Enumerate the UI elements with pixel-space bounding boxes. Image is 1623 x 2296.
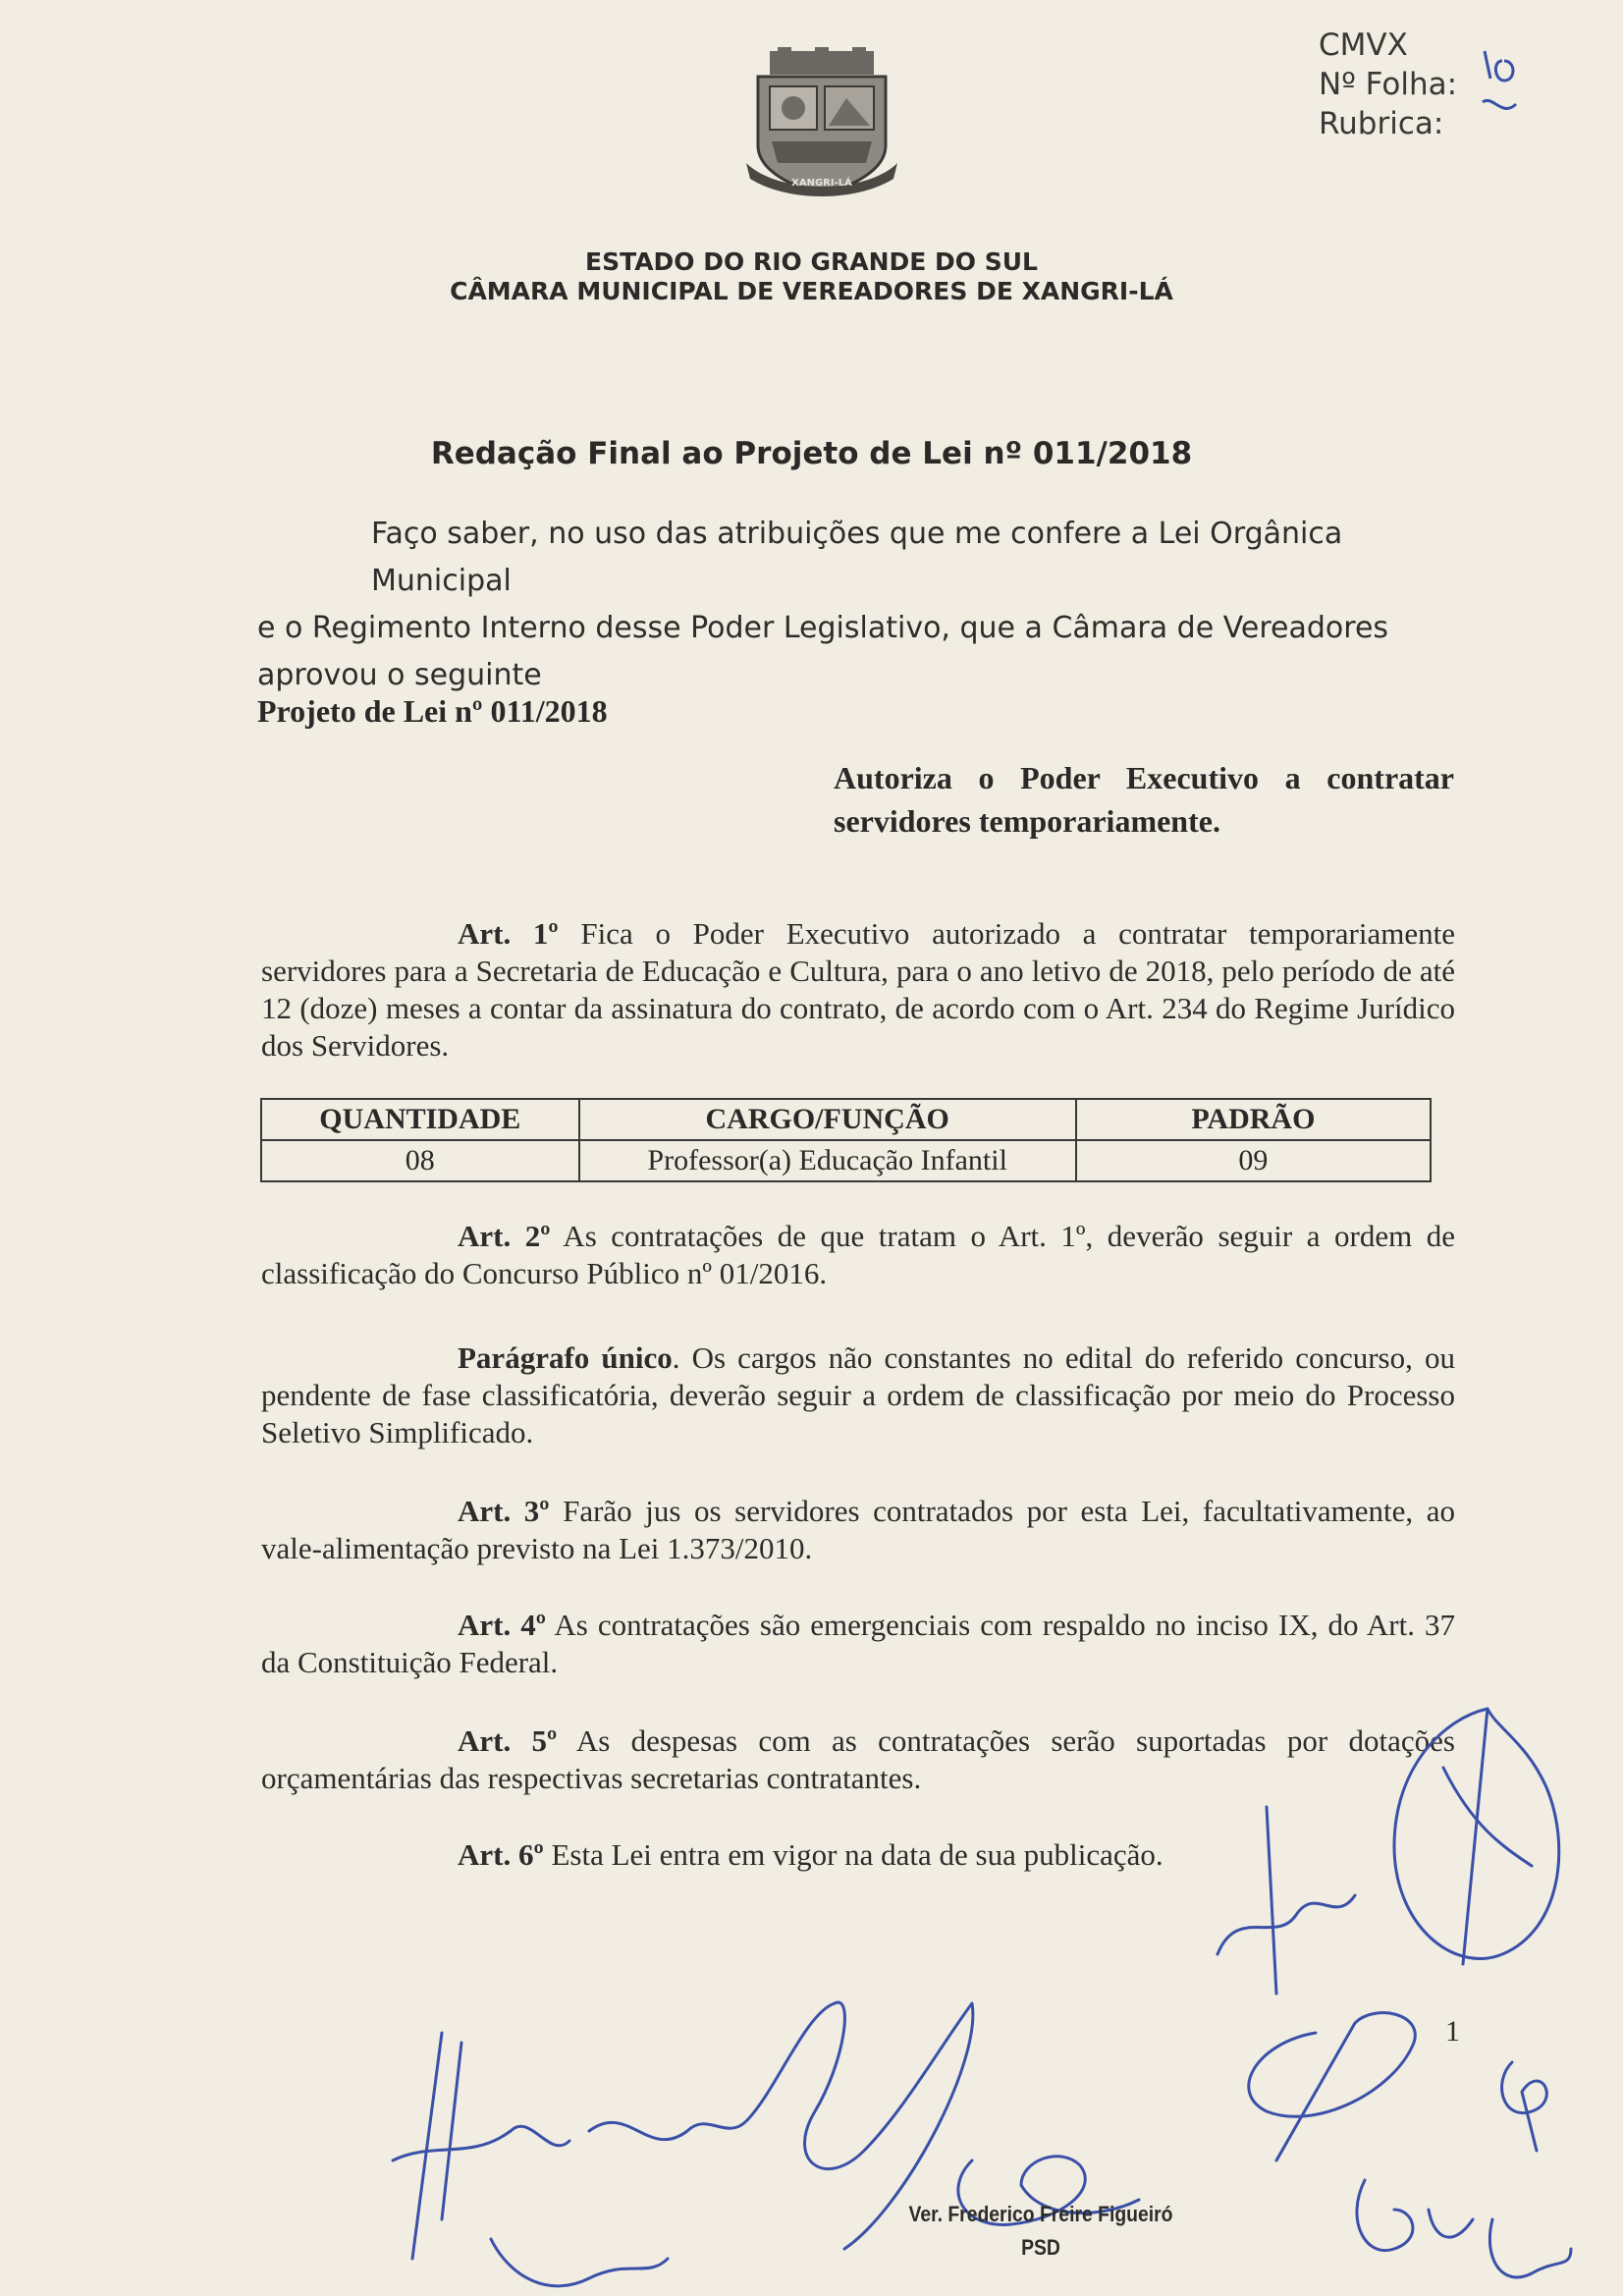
document-title: Redação Final ao Projeto de Lei nº 011/2018	[430, 436, 1193, 471]
article-1-text: Fica o Poder Executivo autorizado a contratar temporariamente servidores para a Secretaria de Educação e Cultura, para o ano letivo de 2018, pelo período de até 12 (doze) meses a contar da assinatura do contrato, de acordo com o Art. 234 do Regime Jurídico dos Servidores.	[261, 916, 1455, 1063]
signer-name: Ver. Frederico Freire Figueiró	[908, 2202, 1173, 2226]
article-2	[261, 1218, 1455, 1292]
article-5-label: Art. 5º	[458, 1723, 558, 1758]
header-grade: PADRÃO	[1076, 1099, 1431, 1140]
stamp-handwriting	[1473, 39, 1551, 128]
cell-grade: 09	[1076, 1140, 1431, 1181]
article-5-text: As despesas com as contratações serão suportadas por dotações orçamentárias das respectivas secretarias contratantes.	[261, 1723, 1455, 1795]
signature-3	[393, 2033, 569, 2259]
article-2-label: Art. 2º	[458, 1219, 551, 1253]
sole-paragraph	[261, 1339, 1455, 1451]
intro-paragraph	[257, 511, 1435, 699]
stamp-org: CMVX	[1319, 27, 1408, 63]
signer-party: PSD	[1021, 2235, 1060, 2260]
sole-paragraph-text: . Os cargos não constantes no edital do referido concurso, ou pendente de fase classificatória, deverão seguir a ordem de classificação por meio do Processo Seletivo Simplificado.	[261, 1340, 1455, 1449]
article-5	[261, 1722, 1455, 1797]
municipal-crest-icon	[738, 47, 905, 204]
chamber-heading: CÂMARA MUNICIPAL DE VEREADORES DE XANGRI-LÁ	[450, 277, 1173, 305]
stamp-sheet-label: Nº Folha:	[1319, 67, 1458, 102]
table-header-row	[261, 1099, 1431, 1140]
article-3	[261, 1493, 1455, 1567]
cell-position: Professor(a) Educação Infantil	[579, 1140, 1076, 1181]
cell-quantity: 08	[261, 1140, 579, 1181]
signature-2	[1249, 2013, 1416, 2160]
crest-banner-text: XANGRI-LÁ	[791, 178, 852, 189]
article-2-text: As contratações de que tratam o Art. 1º, deverão seguir a ordem de classificação do Concurso Público nº 01/2016.	[261, 1219, 1455, 1290]
header-position: CARGO/FUNÇÃO	[579, 1099, 1076, 1140]
article-6-label: Art. 6º	[458, 1837, 544, 1872]
article-4-label: Art. 4º	[458, 1608, 547, 1642]
article-3-label: Art. 3º	[458, 1494, 550, 1528]
page-number: 1	[1445, 2015, 1460, 2048]
article-6-text: Esta Lei entra em vigor na data de sua publicação.	[543, 1837, 1163, 1872]
intro-first-line: Faço saber, no uso das atribuições que me confere a Lei Orgânica Municipal	[371, 517, 1343, 598]
table-row	[261, 1140, 1431, 1181]
positions-table	[260, 1098, 1432, 1182]
sole-paragraph-label: Parágrafo único	[458, 1340, 673, 1375]
state-heading: ESTADO DO RIO GRANDE DO SUL	[585, 247, 1038, 276]
article-4-text: As contratações são emergenciais com respaldo no inciso IX, do Art. 37 da Constituição Federal.	[261, 1608, 1456, 1679]
protocol-stamp	[1319, 26, 1457, 143]
intro-continuation: e o Regimento Interno desse Poder Legislativo, que a Câmara de Vereadores aprovou o seguinte	[257, 611, 1389, 692]
header-quantity: QUANTIDADE	[261, 1099, 579, 1140]
signer-block	[868, 2198, 1214, 2265]
article-4	[261, 1607, 1455, 1681]
article-6	[261, 1836, 1455, 1874]
stamp-rubric-label: Rubrica:	[1319, 106, 1444, 141]
article-3-text: Farão jus os servidores contratados por esta Lei, facultativamente, ao vale-alimentação previsto na Lei 1.373/2010.	[261, 1494, 1456, 1565]
article-1	[261, 915, 1455, 1065]
article-1-label: Art. 1º	[458, 916, 559, 951]
bill-summary: Autoriza o Poder Executivo a contratar servidores temporariamente.	[834, 760, 1454, 839]
bill-title: Projeto de Lei nº 011/2018	[257, 693, 608, 729]
